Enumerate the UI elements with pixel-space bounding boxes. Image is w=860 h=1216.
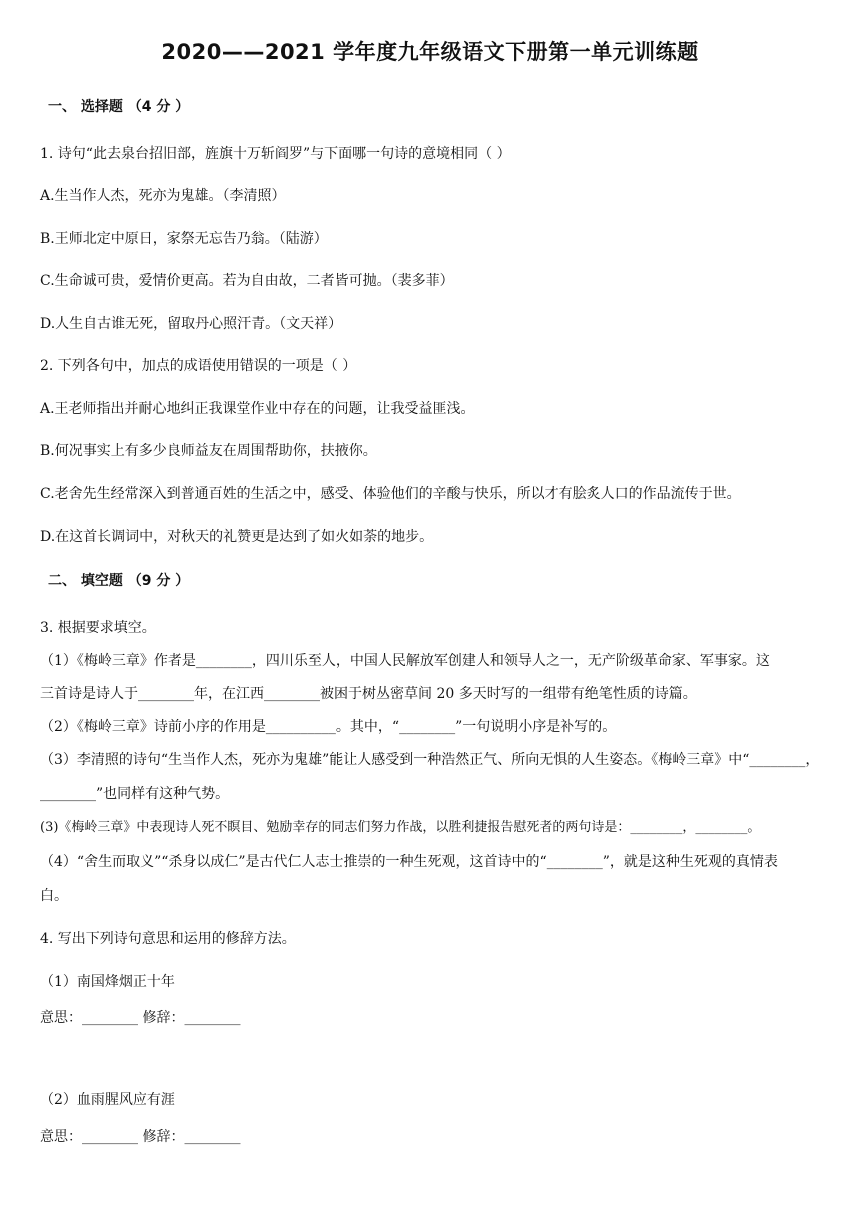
question-1-option-a: A.生当作人杰，死亦为鬼雄。（李清照）	[40, 188, 286, 204]
question-3-part-1-line-2: 三首诗是诗人于________年，在江西________被困于树丛密草间 20 多天时写的一组带有绝笔性质的诗篇。	[40, 686, 697, 702]
question-4-answer-1: 意思：________ 修辞：________	[40, 1010, 241, 1026]
question-2-option-d: D.在这首长调词中，对秋天的礼赞更是达到了如火如荼的地步。	[40, 529, 434, 545]
question-3-part-3b: (3)《梅岭三章》中表现诗人死不瞑目、勉励幸存的同志们努力作战，以胜利捷报告慰死者的两句诗是：________，________。	[40, 820, 761, 835]
question-2-option-c: C.老舍先生经常深入到普通百姓的生活之中，感受、体验他们的辛酸与快乐，所以才有脍炙人口的作品流传于世。	[40, 486, 741, 502]
question-1-option-b: B.王师北定中原日，家祭无忘告乃翁。（陆游）	[40, 231, 328, 247]
question-4-sentence-1: （1）南国烽烟正十年	[40, 974, 175, 990]
question-3-stem: 3. 根据要求填空。	[40, 620, 156, 636]
page-title: 2020——2021 学年度九年级语文下册第一单元训练题	[161, 40, 699, 64]
question-3-part-4-line-2: 白。	[40, 888, 68, 904]
question-1-stem: 1. 诗句“此去泉台招旧部，旌旗十万斩阎罗”与下面哪一句诗的意境相同（ ）	[40, 146, 511, 162]
question-4-stem: 4. 写出下列诗句意思和运用的修辞方法。	[40, 931, 296, 947]
question-3-part-1-line-1: （1）《梅岭三章》作者是________，四川乐至人，中国人民解放军创建人和领导人之一，无产阶级革命家、军事家。这	[40, 653, 770, 669]
question-3-part-2: （2）《梅岭三章》诗前小序的作用是__________。其中，“________”一句说明小序是补写的。	[40, 719, 617, 735]
question-1-option-c: C.生命诚可贵，爱情价更高。若为自由故，二者皆可抛。（裴多菲）	[40, 273, 454, 289]
section-heading-choice: 一、 选择题 （4 分 ）	[48, 99, 190, 115]
question-3-part-4-line-1: （4）“舍生而取义”“杀身以成仁”是古代仁人志士推崇的一种生死观，这首诗中的“________”，就是这种生死观的真情表	[40, 854, 778, 870]
question-3-part-3-line-2: ________”也同样有这种气势。	[40, 786, 230, 802]
question-4-sentence-2: （2）血雨腥风应有涯	[40, 1092, 175, 1108]
question-2-option-b: B.何况事实上有多少良师益友在周围帮助你，扶掖你。	[40, 443, 377, 459]
question-2-stem: 2. 下列各句中，加点的成语使用错误的一项是（ ）	[40, 358, 357, 374]
section-heading-fill: 二、 填空题 （9 分 ）	[48, 573, 190, 589]
question-2-option-a: A.王老师指出并耐心地纠正我课堂作业中存在的问题，让我受益匪浅。	[40, 401, 475, 417]
question-3-part-3-line-1: （3）李清照的诗句“生当作人杰，死亦为鬼雄”能让人感受到一种浩然正气、所向无惧的人生姿态。《梅岭三章》中“________，	[40, 752, 820, 768]
question-1-option-d: D.人生自古谁无死，留取丹心照汗青。（文天祥）	[40, 316, 343, 332]
question-4-answer-2: 意思：________ 修辞：________	[40, 1129, 241, 1145]
